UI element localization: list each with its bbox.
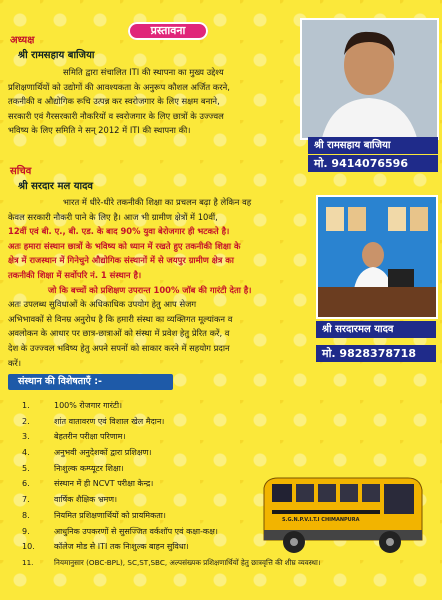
para-line: केवल सरकारी नौकरी पाने के लिए है। आज भी ग्रामीण क्षेत्रों में 10वीं, [8,211,218,222]
para-line: जो कि बच्चों को प्रशिक्षण उपरान्त 100% जॉब की गारंटी देता है। [48,284,252,295]
president-caption-name: श्री रामसहाय बाजिया [308,137,438,154]
school-bus-icon [258,470,426,560]
page-title: प्रस्तावना [128,22,208,40]
para-line: सरकारी एवं गैरसरकारी नौकरियों व स्वरोजगार के लिए छात्रों के उज्ज्वल [8,110,224,121]
secretary-paragraph [8,195,308,370]
school-bus-image [258,470,426,560]
bus-sign: S.G.N.P.V.I.T.I CHIMANPURA [282,517,360,523]
para-line: करें। [8,357,22,368]
list-item: 3. बेहतरीन परीक्षा परिणाम। [22,432,126,442]
president-name: श्री रामसहाय बाजिया [18,50,95,61]
para-line: तकनीकी व औद्योगिक रूचि उत्पन्न कर स्वरोजगार के लिए सक्षम बनाने, [8,96,220,107]
list-item: 9. आधुनिक उपकरणों से सुसज्जित वर्कशॉप एवं कक्षा-कक्ष। [22,526,218,536]
person-portrait-icon [302,20,437,138]
person-at-desk-icon [318,197,436,317]
secretary-name: श्री सरदार मल यादव [18,181,93,192]
para-line: अतः उपलब्ध सुविधाओं के अधिकाधिक उपयोग हेतु आप सेजग [8,299,197,310]
list-item: 11. नियमानुसार (OBC-BPL), SC,ST,SBC, अल्पसंख्यक प्रशिक्षणार्थियों हेतु छात्रवृत्ति की शीघ्र व्यवस्था। [22,557,321,567]
list-item: 4. अनुभवी अनुदेशकों द्वारा प्रशिक्षण। [22,448,152,458]
president-paragraph [8,65,308,138]
para-line: क्षेत्र में राजस्थान में गिनेचुने औद्योगिक संस्थानों में से जयपुर ग्रामीण क्षेत्र का [8,255,234,266]
president-role: अध्यक्ष [10,35,35,46]
para-line: समिति द्वारा संचालित ITI की स्थापना का मुख्य उद्देश्य [63,67,224,77]
para-line: तकनीकी शिक्षा में सर्वोपरि नं. 1 संस्थान है। [8,269,142,280]
para-line: अवलोकन के आधार पर छात्र-छात्राओं को संस्था में प्रवेश हेतु प्रेरित करें, व [8,328,230,339]
para-line: अतः हमारा संस्थान छात्रों के भविष्य को ध्यान में रखते हुए तकनीकी शिक्षा के [8,240,241,251]
president-caption-mobile: मो. 9414076596 [308,155,438,172]
para-line: 12वीं एवं बी. ए., बी. एड. के बाद 90% युवा बेरोजगार ही भटकते है। [8,226,230,237]
secretary-caption-mobile: मो. 9828378718 [316,345,436,362]
para-line: देश के उज्ज्वल भविष्य हेतु अपने सपनों को साकार करने में सहयोग प्रदान [8,342,230,353]
features-heading: संस्थान की विशेषताएँ :- [8,374,173,390]
list-item: 2. शांत वातावरण एवं विशाल खेल मैदान। [22,416,165,426]
list-item: 6. संस्थान में ही NCVT परीक्षा केन्द्र। [22,479,154,489]
list-item: 1. 100% रोजगार गारंटी। [22,401,123,410]
list-item: 7. वार्षिक शैक्षिक भ्रमण। [22,495,118,505]
list-item: 10. कॉलेज मोड से ITI तक निःशुल्क बाहन सुविधा। [22,542,189,552]
para-line: भारत में धीरे-धीरे तकनीकी शिक्षा का प्रचलन बढ़ा है लेकिन वह [63,197,252,207]
para-line: भविष्य के लिए समिति ने सन् 2012 में ITI की स्थापना की। [8,125,191,136]
secretary-role: सचिव [10,166,32,177]
secretary-caption-name: श्री सरदारमल यादव [316,321,436,338]
president-photo [300,18,439,140]
para-line: अभिभावकों से विनम्र अनुरोध है कि हमारी संस्था का व्यक्तिगत मूल्यांकन व [8,313,233,324]
para-line: प्रशिक्षणार्थियों को उद्योगों की आवश्यकता के अनुरूप कौशल अर्जित करने, [8,81,230,92]
secretary-photo [316,195,438,319]
list-item: 8. नियमित प्रशिक्षणार्थियों को प्रायमिकता। [22,510,166,520]
list-item: 5. निःशुल्क कम्प्यूटर शिक्षा। [22,463,124,473]
